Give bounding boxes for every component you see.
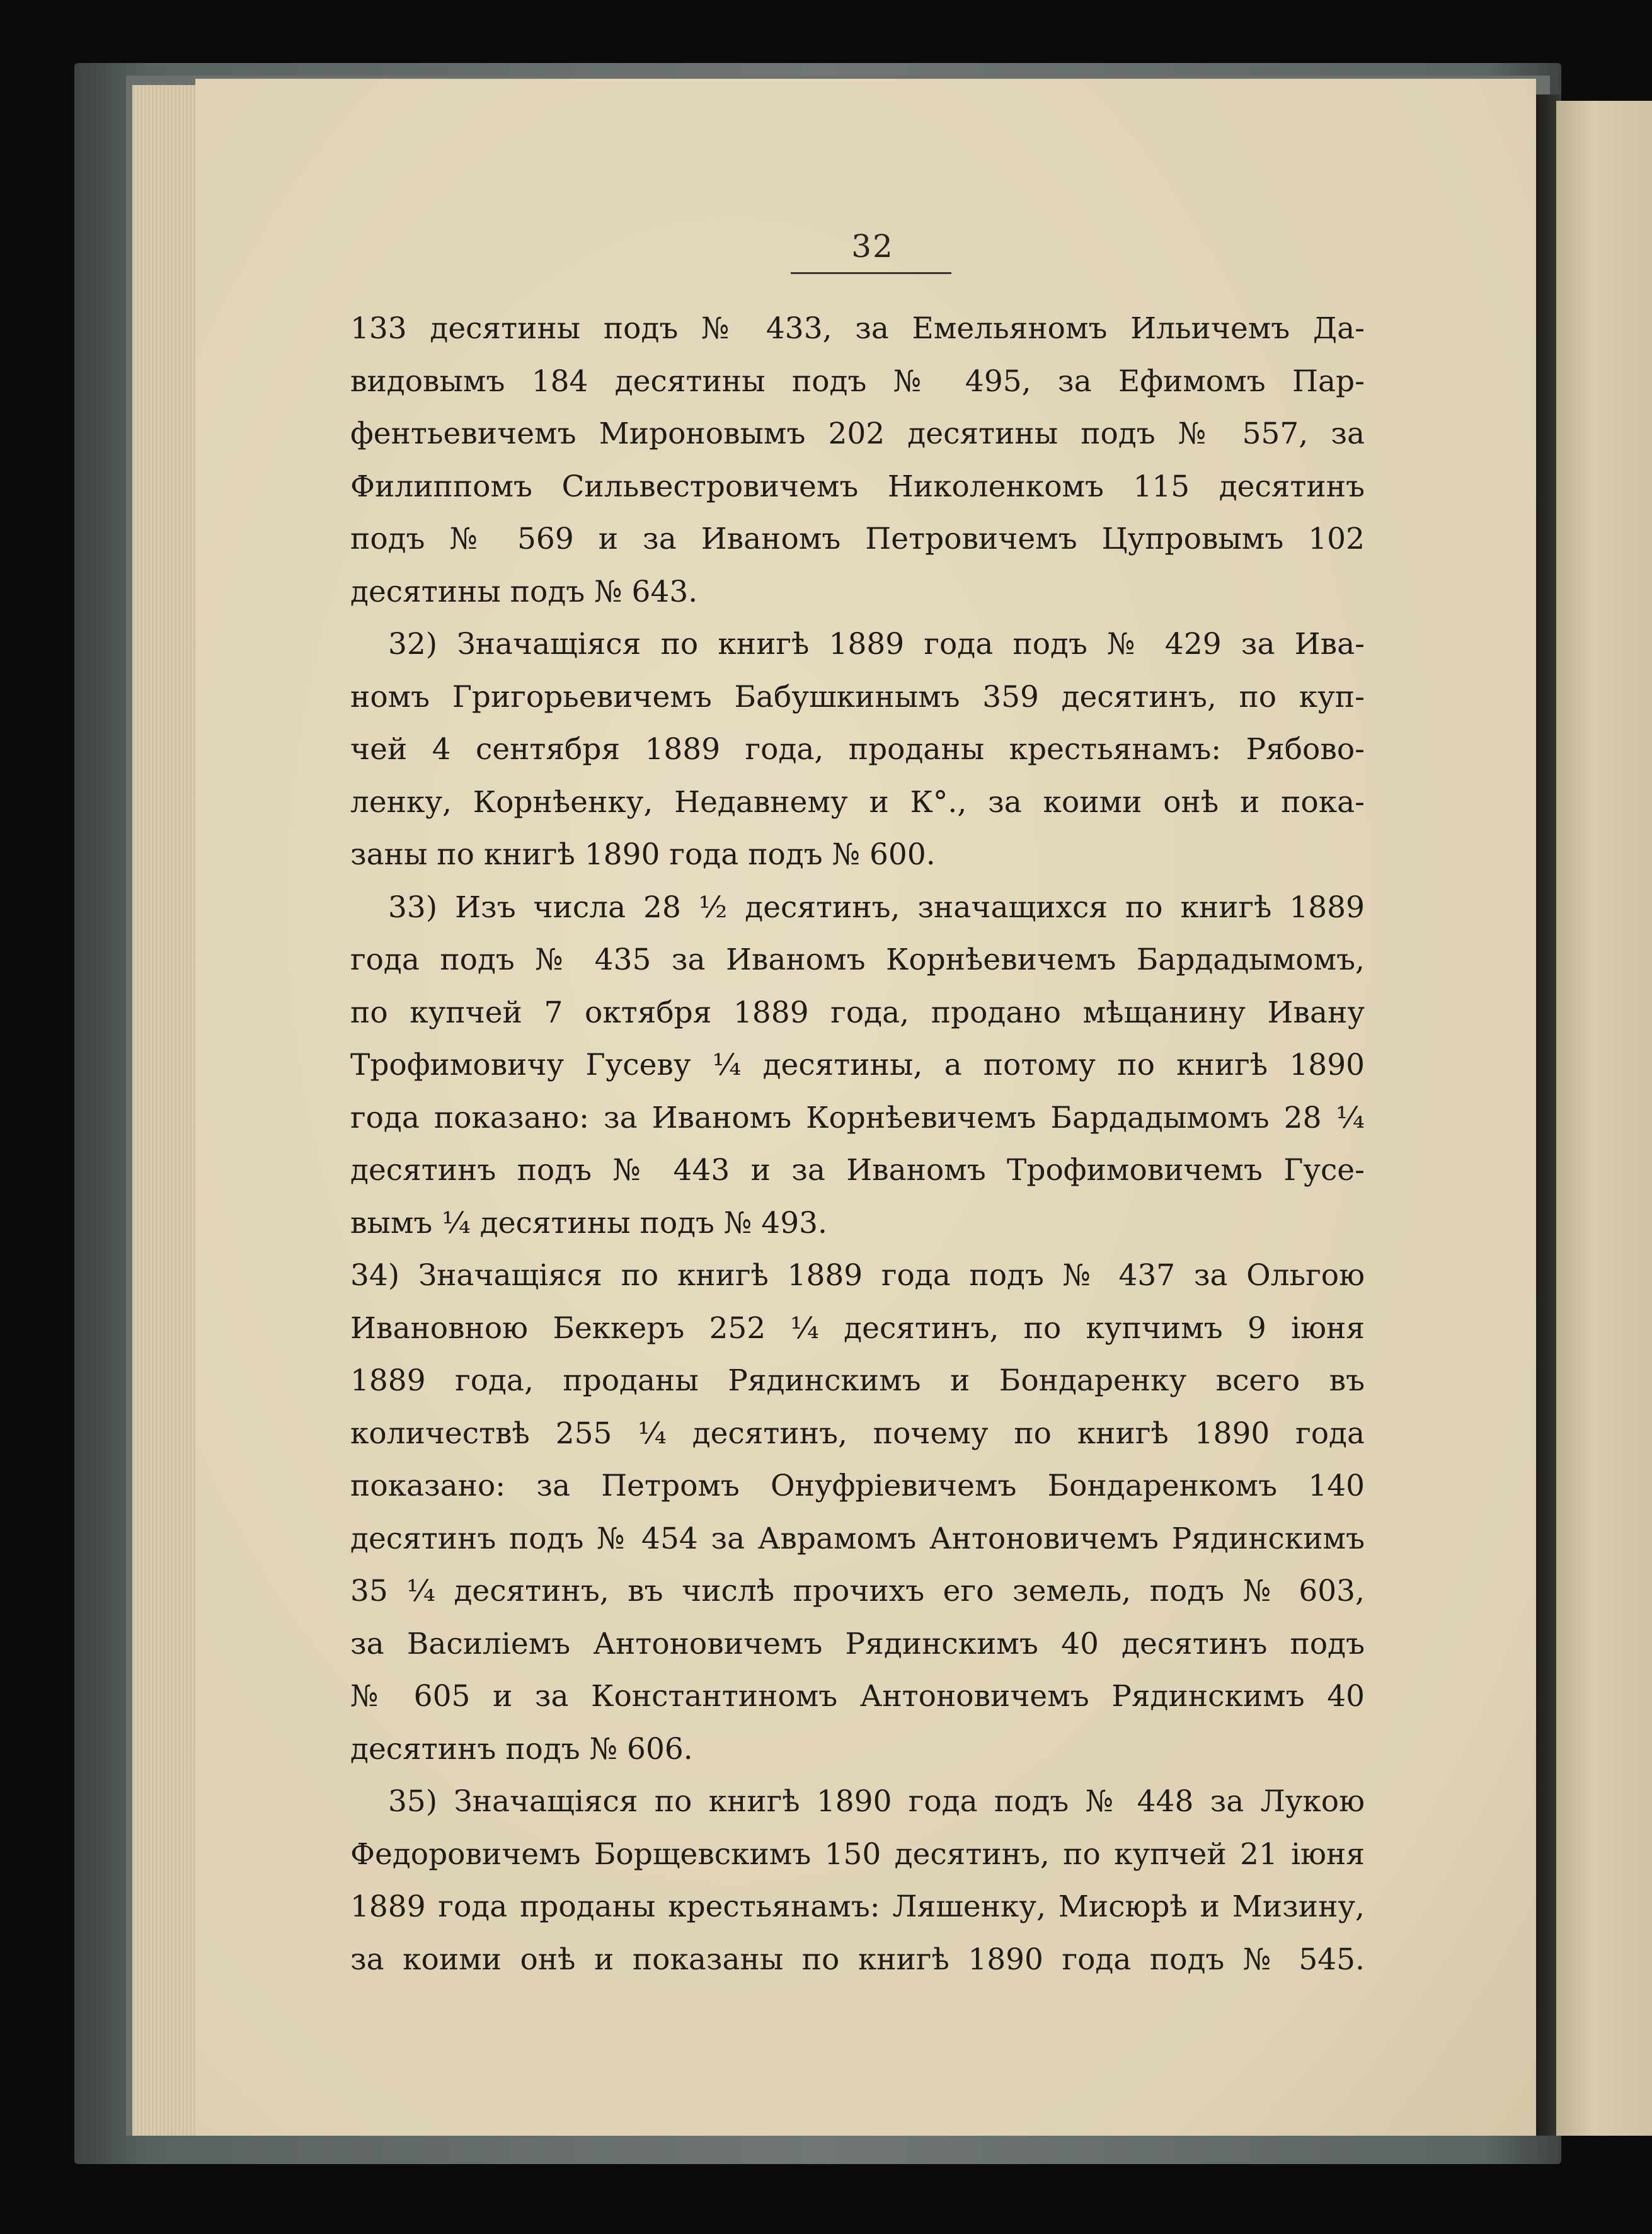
text-line: года подъ № 435 за Иваномъ Корнѣевичемъ Бардадымомъ, [350,942,1365,977]
text-line: Федоровичемъ Борщевскимъ 150 десятинъ, по купчей 21 іюня [350,1836,1365,1872]
text-line: фентьевичемъ Мироновымъ 202 десятины подъ № 557, за [350,416,1365,451]
text-line: номъ Григорьевичемъ Бабушкинымъ 359 десятинъ, по куп- [350,679,1365,714]
text-line: вымъ ¼ десятины подъ № 493. [350,1205,827,1240]
text-line: за Василіемъ Антоновичемъ Рядинскимъ 40 десятинъ подъ [350,1626,1365,1661]
page-body-text [350,302,1365,1986]
text-line: Ивановною Беккеръ 252 ¼ десятинъ, по купчимъ 9 іюня [350,1310,1365,1346]
text-line: видовымъ 184 десятины подъ № 495, за Ефимомъ Пар- [350,364,1365,399]
text-line: десятины подъ № 643. [350,574,698,609]
text-line: показано: за Петромъ Онуфріевичемъ Бондаренкомъ 140 [350,1469,1365,1503]
text-line: подъ № 569 и за Иваномъ Петровичемъ Цупровымъ 102 [350,522,1365,556]
text-line: 32) Значащіяся по книгѣ 1889 года подъ № 429 за Ива- [388,627,1365,662]
text-line: ленку, Корнѣенку, Недавнему и К°., за коими онѣ и пока- [350,784,1365,820]
text-line: чей 4 сентября 1889 года, проданы крестьянамъ: Рябово- [350,732,1365,767]
text-line: количествѣ 255 ¼ десятинъ, почему по книгѣ 1890 года [350,1416,1365,1451]
text-line: заны по книгѣ 1890 года подъ № 600. [350,837,936,872]
text-line: 34) Значащіяся по книгѣ 1889 года подъ № 437 за Ольгою [350,1258,1365,1293]
next-page-edge [1556,101,1652,2136]
text-line: Трофимовичу Гусеву ¼ десятины, а потому по книгѣ 1890 [350,1048,1365,1082]
page-edges [132,85,202,2136]
text-line: десятинъ подъ № 454 за Аврамомъ Антоновичемъ Рядинскимъ [350,1521,1365,1556]
text-line: года показано: за Иваномъ Корнѣевичемъ Бардадымомъ 28 ¼ [350,1100,1365,1135]
text-line: по купчей 7 октября 1889 года, продано мѣщанину Ивану [350,995,1365,1030]
text-line: десятинъ подъ № 606. [350,1731,693,1767]
text-line: 33) Изъ числа 28 ½ десятинъ, значащихся по книгѣ 1889 [388,890,1365,925]
text-line: Филиппомъ Сильвестровичемъ Николенкомъ 115 десятинъ [350,469,1365,504]
text-line: 133 десятины подъ № 433, за Емельяномъ Ильичемъ Да- [350,311,1365,346]
page-number-rule [791,272,951,274]
text-line: № 605 и за Константиномъ Антоновичемъ Рядинскимъ 40 [350,1679,1365,1714]
text-line: 1889 года проданы крестьянамъ: Ляшенку, Мисюрѣ и Мизину, [350,1889,1365,1924]
text-line: 35) Значащіяся по книгѣ 1890 года подъ № 448 за Лукою [388,1784,1365,1819]
text-line: десятинъ подъ № 443 и за Иваномъ Трофимовичемъ Гусе- [350,1153,1365,1188]
page-number: 32 [851,228,894,265]
text-line: за коими онѣ и показаны по книгѣ 1890 года подъ № 545. [350,1942,1365,1977]
text-line: 35 ¼ десятинъ, въ числѣ прочихъ его земель, подъ № 603, [350,1574,1365,1608]
text-line: 1889 года, проданы Рядинскимъ и Бондаренку всего въ [350,1363,1365,1398]
